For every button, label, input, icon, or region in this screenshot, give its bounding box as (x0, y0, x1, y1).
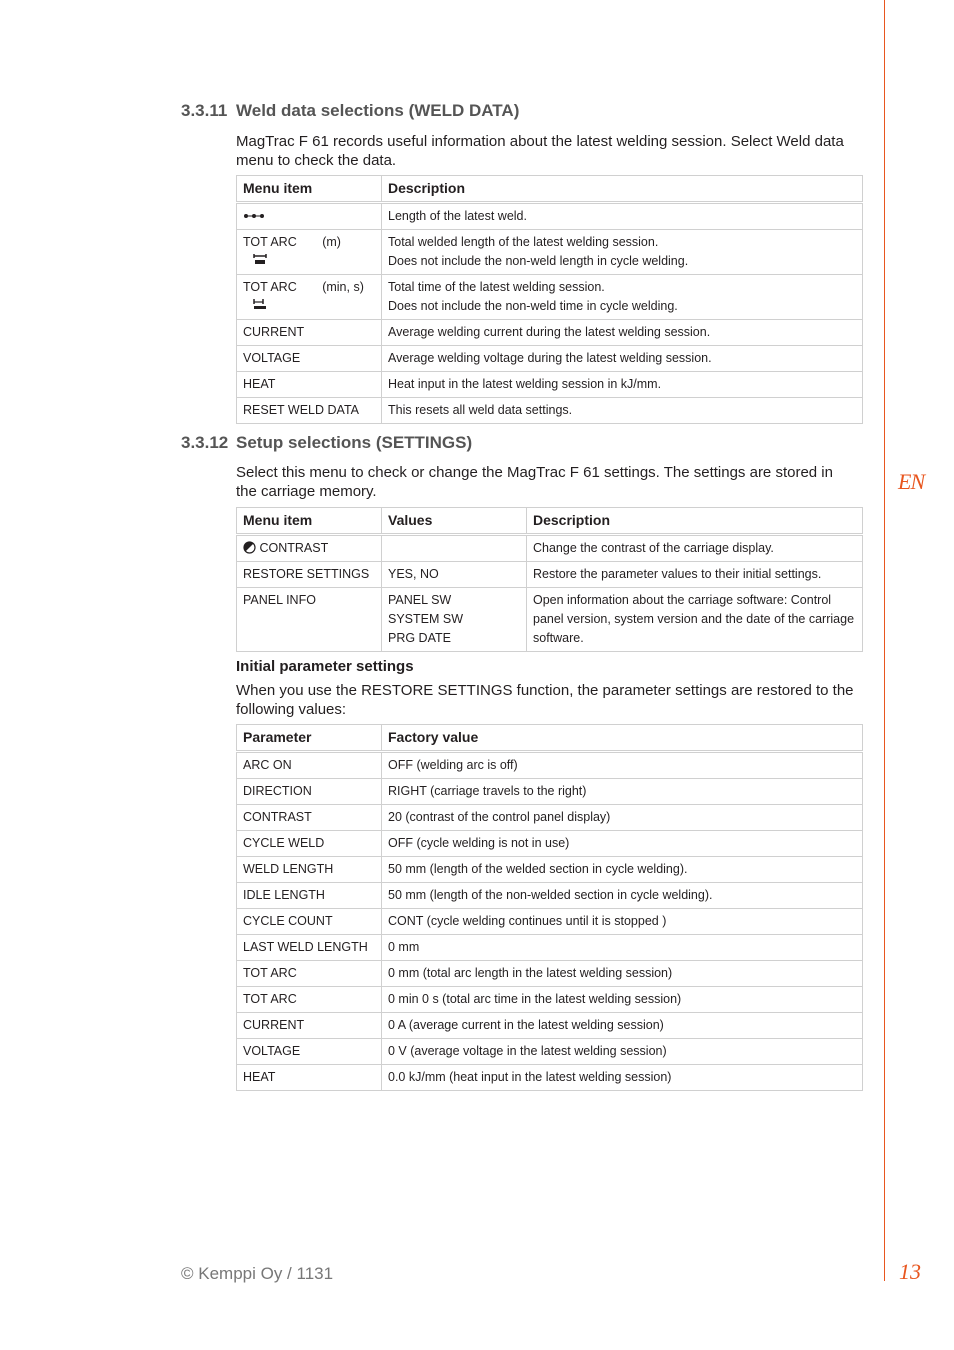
table-cell: Does not include the non-weld length in cycle welding. (388, 254, 689, 268)
column-header: Menu item (237, 508, 382, 535)
unit-label: (m) (322, 235, 341, 249)
column-header: Description (382, 176, 863, 203)
table-cell: CYCLE WELD (237, 831, 382, 857)
table-row (237, 805, 863, 831)
table-cell: CONT (cycle welding continues until it is stopped ) (382, 909, 863, 935)
settings-intro: Select this menu to check or change the MagTrac F 61 settings. The settings are stored in the carriage memory. (236, 464, 833, 500)
table-row (237, 1013, 863, 1039)
table-cell: Heat input in the latest welding session in kJ/mm. (382, 372, 863, 398)
table-cell: 0 A (average current in the latest welding session) (382, 1013, 863, 1039)
table-cell: OFF (welding arc is off) (382, 752, 863, 779)
column-header: Values (382, 508, 527, 535)
table-cell: CURRENT (237, 320, 382, 346)
table-row (237, 883, 863, 909)
table-cell: Change the contrast of the carriage display. (527, 535, 863, 562)
table-cell: CONTRAST (237, 805, 382, 831)
table-row (237, 909, 863, 935)
table-cell (382, 535, 527, 562)
table-row (237, 275, 863, 320)
table-cell: Total time of the latest welding session. (388, 280, 605, 294)
table-row (237, 987, 863, 1013)
table-row (237, 230, 863, 275)
table-cell: CURRENT (237, 1013, 382, 1039)
table-cell: Total welded length of the latest welding session. (388, 235, 659, 249)
table-cell: HEAT (237, 1065, 382, 1091)
table-row (237, 935, 863, 961)
table-cell: PANEL INFO (237, 588, 382, 652)
table-cell: 0 mm (total arc length in the latest welding session) (382, 961, 863, 987)
table-cell: 0 V (average voltage in the latest welding session) (382, 1039, 863, 1065)
table-cell: PANEL SW (388, 593, 452, 607)
table-cell: CONTRAST (259, 541, 329, 555)
contrast-icon (243, 539, 256, 558)
factory-values-table (236, 724, 863, 1091)
column-header: Parameter (237, 725, 382, 752)
page-number: 13 (899, 1259, 921, 1284)
table-cell: Open information about the carriage software: Control panel version, system version and the date of the carriage software. (527, 588, 863, 652)
table-cell: WELD LENGTH (237, 857, 382, 883)
column-header: Factory value (382, 725, 863, 752)
table-row (237, 831, 863, 857)
table-cell: Length of the latest weld. (382, 203, 863, 230)
table-cell: RESTORE SETTINGS (237, 562, 382, 588)
table-cell: Does not include the non-weld time in cycle welding. (388, 299, 678, 313)
table-cell: TOT ARC (243, 280, 297, 294)
table-row (237, 320, 863, 346)
table-cell: LAST WELD LENGTH (237, 935, 382, 961)
column-header: Description (527, 508, 863, 535)
table-cell: CYCLE COUNT (237, 909, 382, 935)
table-row (237, 752, 863, 779)
table-cell: YES, NO (382, 562, 527, 588)
table-cell: TOT ARC (237, 987, 382, 1013)
table-cell: 0.0 kJ/mm (heat input in the latest welding session) (382, 1065, 863, 1091)
language-tag: EN (898, 469, 925, 494)
footer-copyright: © Kemppi Oy / 1131 (181, 1264, 334, 1283)
table-row (237, 203, 863, 230)
arc-time-icon (253, 297, 267, 316)
table-row (237, 1039, 863, 1065)
table-cell: 20 (contrast of the control panel display) (382, 805, 863, 831)
table-cell: 50 mm (length of the non-welded section in cycle welding). (382, 883, 863, 909)
table-cell: HEAT (237, 372, 382, 398)
table-cell: ARC ON (237, 752, 382, 779)
dotted-line-icon (243, 207, 265, 226)
table-cell: IDLE LENGTH (237, 883, 382, 909)
table-cell: This resets all weld data settings. (382, 398, 863, 424)
table-row (237, 779, 863, 805)
section-heading-settings: 3.3.12 Setup selections (SETTINGS) (181, 433, 473, 452)
table-row (237, 535, 863, 562)
table-cell: RESET WELD DATA (237, 398, 382, 424)
weld-data-intro: MagTrac F 61 records useful information about the latest welding session. Select Weld data menu to check the data. (236, 133, 844, 169)
table-cell: RIGHT (carriage travels to the right) (382, 779, 863, 805)
table-cell: Average welding voltage during the latest welding session. (382, 346, 863, 372)
initial-settings-heading: Initial parameter settings (236, 658, 414, 675)
table-cell: 0 mm (382, 935, 863, 961)
table-cell: DIRECTION (237, 779, 382, 805)
table-cell: SYSTEM SW (388, 612, 464, 626)
weld-data-table (236, 175, 863, 424)
table-row (237, 372, 863, 398)
table-row (237, 588, 863, 652)
table-row (237, 857, 863, 883)
settings-table (236, 507, 863, 652)
sidebar-divider (884, 0, 885, 1281)
arc-length-icon (253, 252, 267, 271)
table-cell: 0 min 0 s (total arc time in the latest welding session) (382, 987, 863, 1013)
table-cell: VOLTAGE (237, 346, 382, 372)
column-header: Menu item (237, 176, 382, 203)
table-row (237, 562, 863, 588)
unit-label: (min, s) (322, 280, 364, 294)
table-cell: Restore the parameter values to their initial settings. (527, 562, 863, 588)
table-cell: Average welding current during the latest welding session. (382, 320, 863, 346)
table-cell: OFF (cycle welding is not in use) (382, 831, 863, 857)
table-row (237, 398, 863, 424)
table-row (237, 346, 863, 372)
initial-settings-intro: When you use the RESTORE SETTINGS function, the parameter settings are restored to the following values: (236, 682, 854, 718)
table-row (237, 1065, 863, 1091)
table-cell: PRG DATE (388, 631, 451, 645)
table-row (237, 961, 863, 987)
section-heading-weld-data: 3.3.11 Weld data selections (WELD DATA) (181, 101, 520, 120)
table-cell: TOT ARC (243, 235, 297, 249)
table-cell: TOT ARC (237, 961, 382, 987)
table-cell: 50 mm (length of the welded section in cycle welding). (382, 857, 863, 883)
table-cell: VOLTAGE (237, 1039, 382, 1065)
